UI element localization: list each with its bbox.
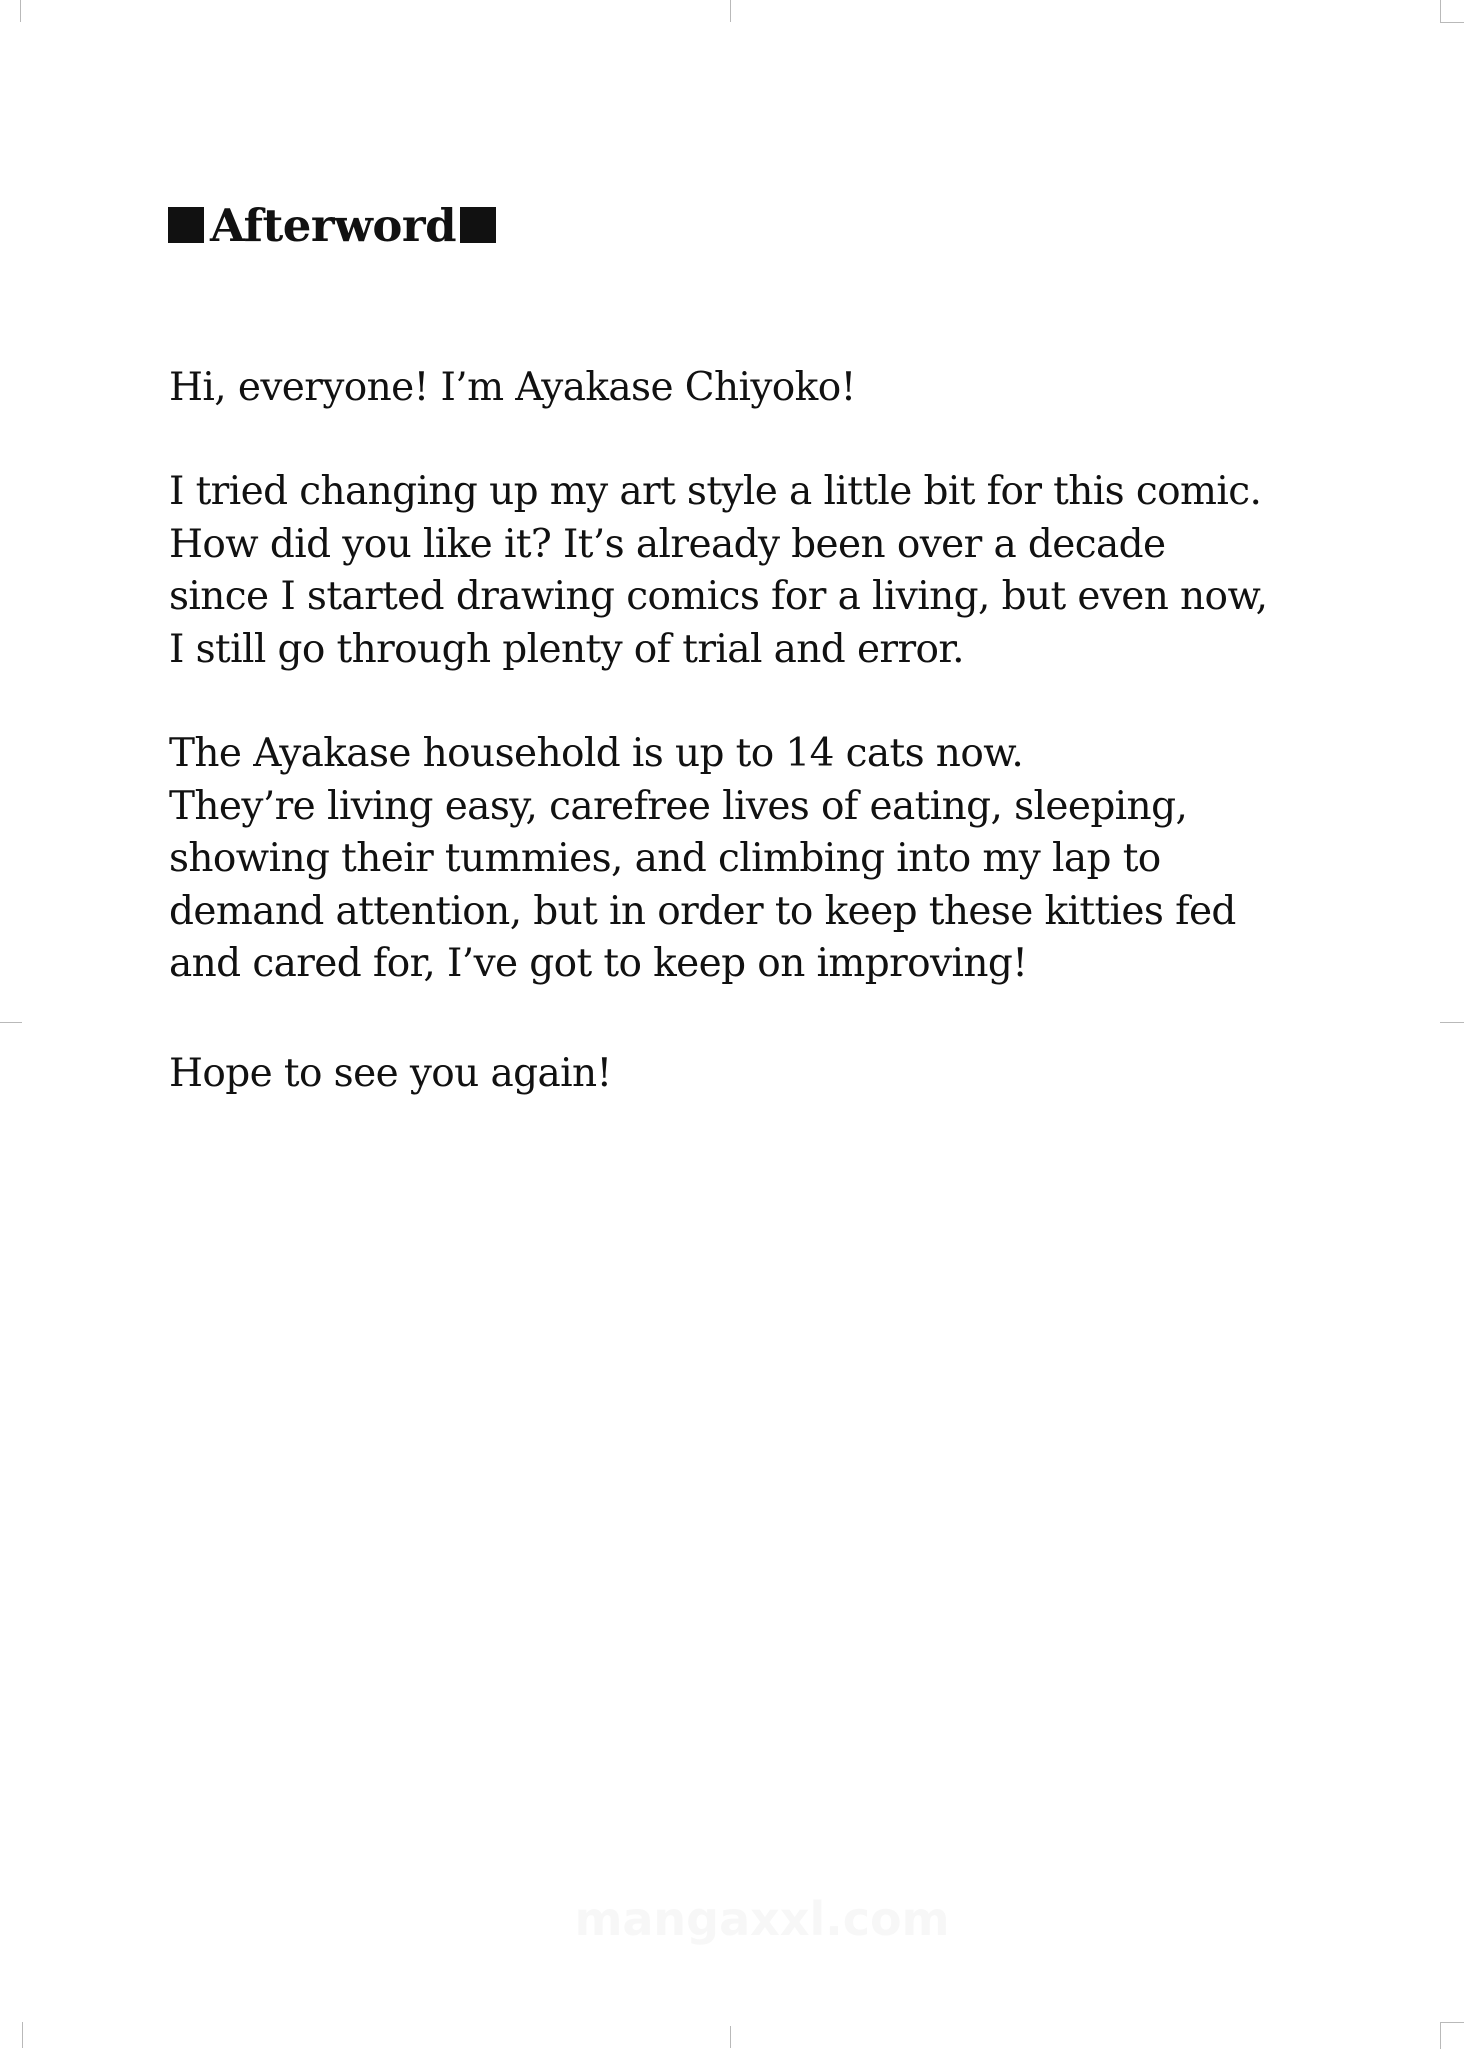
paragraph-closing [169, 1048, 1329, 1101]
text-line: I tried changing up my art style a little bit for this comic. [169, 469, 1262, 514]
text-line: demand attention, but in order to keep these kitties fed [169, 888, 1236, 934]
crop-mark-top-center [730, 0, 731, 22]
paragraph-cats [169, 728, 1329, 991]
paragraph-greeting [169, 362, 1329, 415]
crop-mark-left-middle [0, 1022, 22, 1023]
text-line: I still go through plenty of trial and error. [169, 626, 964, 672]
paragraph-art-style [169, 466, 1329, 676]
text-line: and cared for, I’ve got to keep on improving! [169, 941, 1028, 986]
text-line: How did you like it? It’s already been over a decade [169, 521, 1166, 567]
text-line: They’re living easy, carefree lives of eating, sleeping, [169, 783, 1188, 829]
text-line: Hope to see you again! [169, 1051, 612, 1096]
text-line: The Ayakase household is up to 14 cats now. [169, 731, 1024, 776]
crop-mark-bottom-right [1440, 2022, 1464, 2049]
text-line: Hi, everyone! I’m Ayakase Chiyoko! [169, 365, 856, 410]
crop-mark-bottom-center [730, 2026, 731, 2048]
crop-mark-top-left [0, 0, 21, 22]
page-title [168, 190, 496, 260]
crop-mark-bottom-left [0, 2022, 23, 2048]
crop-mark-right-middle [1440, 1022, 1464, 1023]
black-square-icon [168, 207, 204, 243]
page-title-text: Afterword [210, 198, 457, 252]
text-line: showing their tummies, and climbing into my lap to [169, 836, 1161, 881]
watermark: mangaxxl.com [574, 1892, 950, 1946]
black-square-icon [460, 207, 496, 243]
text-line: since I started drawing comics for a living, but even now, [169, 574, 1268, 619]
crop-mark-top-right [1440, 0, 1464, 23]
